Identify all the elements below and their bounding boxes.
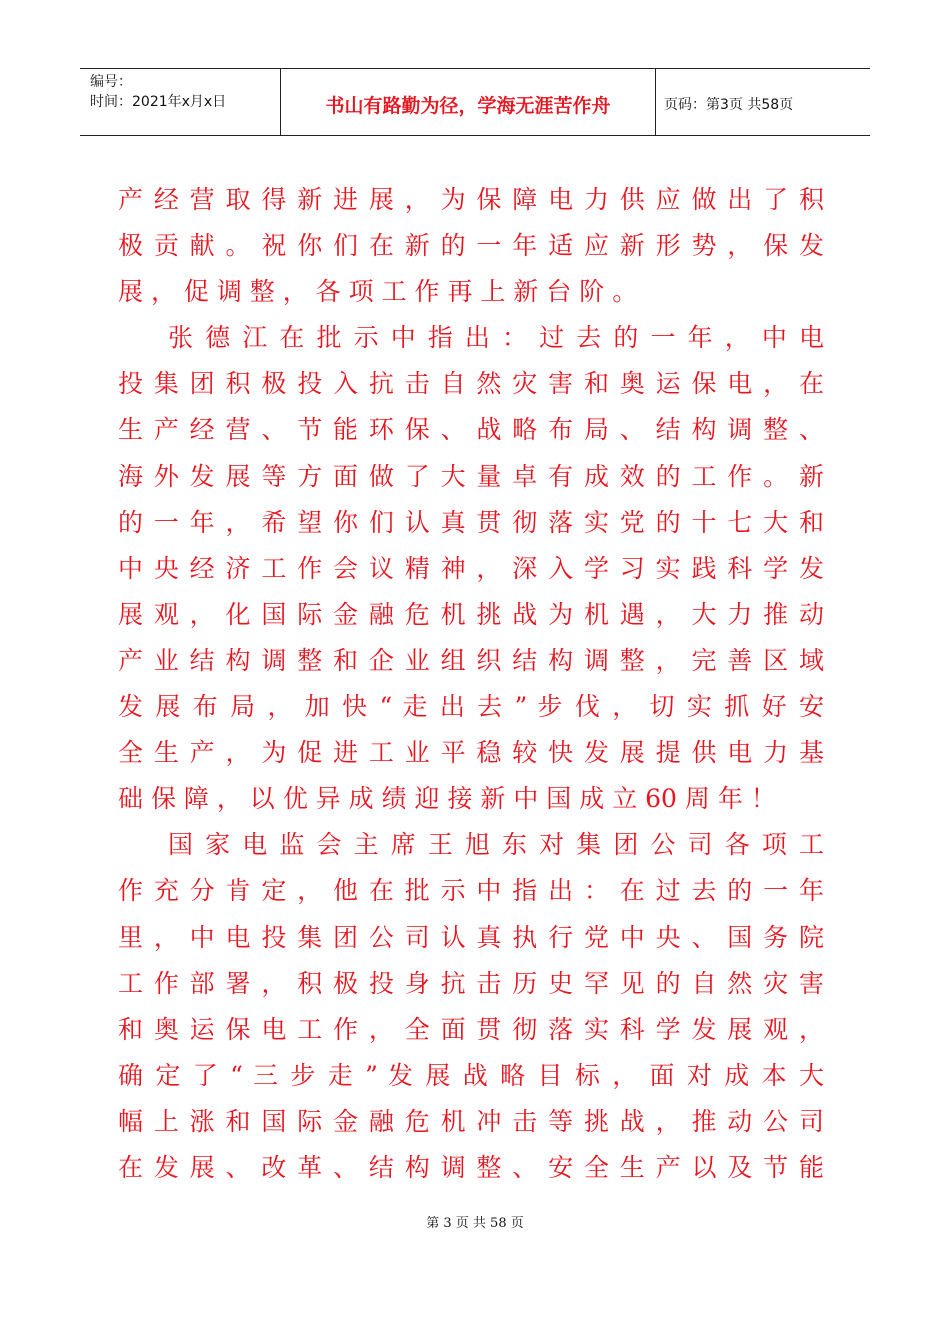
text-line: 国 家 电 监 会 主 席 王 旭 东 对 集 团 公 司 各 项 工 [168, 830, 824, 860]
document-number: 编号： [90, 74, 132, 90]
text-line: 张 德 江 在 批 示 中 指 出 ： 过 去 的 一 年 ， 中 电 [168, 323, 824, 353]
text-line: 产 经 营 取 得 新 进 展 ， 为 保 障 电 力 供 应 做 出 了 积 [118, 185, 824, 214]
text-line: 作 充 分 肯 定 ， 他 在 批 示 中 指 出 ： 在 过 去 的 一 年 [118, 876, 824, 906]
text-line: 展 ， 促 调 整 ， 各 项 工 作 再 上 新 台 阶 。 [118, 277, 638, 307]
text-line: 里 ， 中 电 投 集 团 公 司 认 真 执 行 党 中 央 、 国 务 院 [118, 922, 824, 952]
text-line: 产 业 结 构 调 整 和 企 业 组 织 结 构 调 整 ， 完 善 区 域 [118, 645, 824, 675]
text-line: 工 作 部 署 ， 积 极 投 身 抗 击 历 史 罕 见 的 自 然 灾 害 [118, 968, 824, 998]
text-line: 和 奥 运 保 电 工 作 ， 全 面 贯 彻 落 实 科 学 发 展 观 ， [118, 1014, 824, 1044]
header-motto: 书山有路勤为径，学海无涯苦作舟 [281, 69, 656, 135]
document-header [80, 68, 870, 136]
page-footer: 第 3 页 共 58 页 [426, 1216, 524, 1231]
text-line: 海 外 发 展 等 方 面 做 了 大 量 卓 有 成 效 的 工 作 。 新 [118, 461, 824, 491]
header-page-info: 页码：第3页 共58页 [664, 97, 794, 113]
text-line: 投 集 团 积 极 投 入 抗 击 自 然 灾 害 和 奥 运 保 电 ， 在 [118, 369, 824, 399]
document-date: 时间：2021年x月x日 [90, 94, 227, 110]
text-line: 全 生 产 ， 为 促 进 工 业 平 稳 较 快 发 展 提 供 电 力 基 [118, 738, 824, 768]
text-line: 展 观 ， 化 国 际 金 融 危 机 挑 战 为 机 遇 ， 大 力 推 动 [118, 599, 824, 629]
text-line: 中 央 经 济 工 作 会 议 精 神 ， 深 入 学 习 实 践 科 学 发 [118, 553, 824, 583]
text-line: 生 产 经 营 、 节 能 环 保 、 战 略 布 局 、 结 构 调 整 、 [118, 415, 824, 445]
text-line: 确 定 了 “ 三 步 走 ” 发 展 战 略 目 标 ， 面 对 成 本 大 [118, 1060, 824, 1090]
text-line: 极 贡 献 。 祝 你 们 在 新 的 一 年 适 应 新 形 势 ， 保 发 [118, 231, 824, 261]
header-meta [80, 69, 281, 135]
text-line: 在 发 展 、 改 革 、 结 构 调 整 、 安 全 生 产 以 及 节 能 [118, 1152, 824, 1182]
text-line: 发 展 布 局 ， 加 快 “ 走 出 去 ” 步 伐 ， 切 实 抓 好 安 [118, 692, 824, 722]
document-body [118, 177, 824, 1191]
text-line: 幅 上 涨 和 国 际 金 融 危 机 冲 击 等 挑 战 ， 推 动 公 司 [118, 1106, 824, 1136]
text-line: 的 一 年 ， 希 望 你 们 认 真 贯 彻 落 实 党 的 十 七 大 和 [118, 507, 824, 537]
text-line: 础 保 障 ， 以 优 异 成 绩 迎 接 新 中 国 成 立 60 周 年 ！ [118, 784, 776, 814]
